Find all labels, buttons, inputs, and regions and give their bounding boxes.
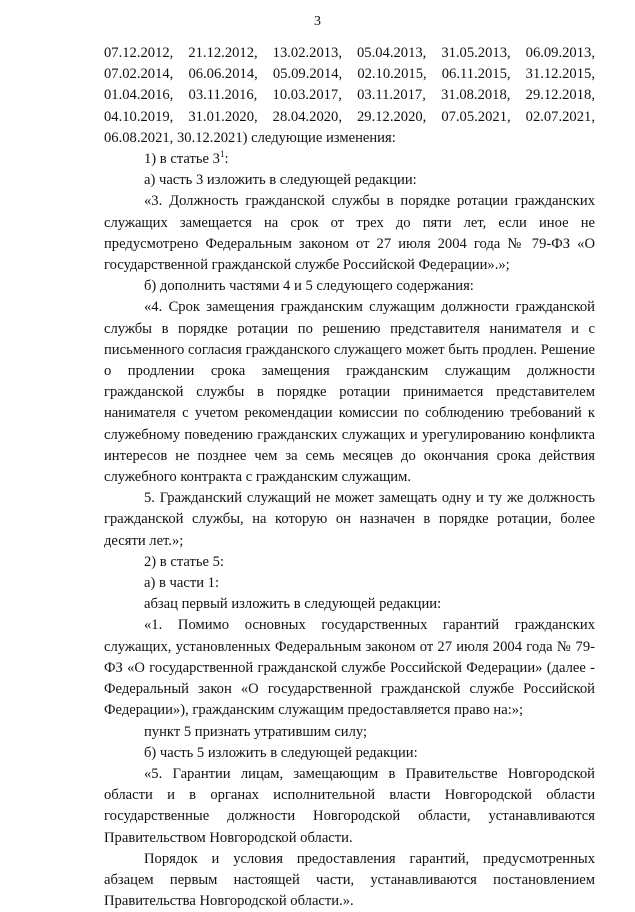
subitem-b-part5: б) часть 5 изложить в следующей редакции:: [144, 744, 418, 761]
date: 31.12.2015,: [525, 66, 595, 83]
date: 03.11.2016,: [188, 87, 258, 104]
date: 28.04.2020,: [272, 108, 342, 125]
date: 05.09.2014,: [272, 66, 343, 83]
date: 31.05.2013,: [441, 45, 511, 61]
date: 10.03.2017,: [272, 87, 342, 104]
date: 07.05.2021,: [441, 108, 511, 125]
part3-text: «3. Должность гражданской службы в порядке ротации гражданских служащих замещается на срок от трех до пяти лет, если иное не предусмотрено Федеральным законом от 27 июля 2004 года № 79-ФЗ «О государственной гражданской службе Российской Федерации».»;: [104, 193, 595, 274]
punkt5-repeal: пункт 5 признать утратившим силу;: [144, 723, 368, 740]
date: 04.10.2019,: [104, 108, 174, 125]
dates-row: [104, 107, 595, 128]
item-2-heading: 2) в статье 5:: [144, 553, 224, 570]
subitem-a-part3: а) часть 3 изложить в следующей редакции:: [144, 172, 417, 189]
page-number: 3: [314, 14, 321, 29]
item-1-text: 1) в статье 3: [144, 151, 220, 168]
date: 05.04.2013,: [356, 45, 427, 61]
date: 29.12.2020,: [356, 108, 427, 125]
date: 02.07.2021,: [525, 108, 595, 125]
item-1-superscript: 1: [219, 149, 225, 160]
part1-text: «1. Помимо основных государственных гарантий гражданских служащих, установленных Федеральным законом от 27 июля 2004 года № 79-ФЗ «О государственной гражданской службе Российской Федерации» (далее - Федеральный закон «О государственной гражданской службе Российской Федерации»), гражданским служащим предоставляется право на:»;: [104, 617, 595, 719]
abzac-first: абзац первый изложить в следующей редакции:: [144, 596, 442, 613]
date: 07.12.2012,: [104, 45, 174, 61]
date: 06.09.2013,: [525, 45, 595, 61]
dates-tail: 06.08.2021, 30.12.2021) следующие изменения:: [104, 129, 396, 146]
date: 07.02.2014,: [104, 66, 174, 83]
order-text: Порядок и условия предоставления гарантий, предусмотренных абзацем первым настоящей части, устанавливаются постановлением Правительства Новгородской области.».: [104, 850, 595, 910]
date: 29.12.2018,: [525, 87, 595, 104]
date: 06.11.2015,: [441, 66, 511, 83]
item-1-heading: [104, 149, 595, 170]
date: 13.02.2013,: [272, 45, 342, 61]
subitem-a-part1: а) в части 1:: [144, 575, 220, 592]
part5-text: 5. Гражданский служащий не может замещать одну и ту же должность гражданской службы, на которую он назначен в порядке ротации, более десяти лет.»;: [104, 490, 595, 549]
dates-row: [104, 43, 595, 64]
document-body: [104, 43, 595, 912]
date: 01.04.2016,: [104, 87, 174, 104]
date: 31.08.2018,: [441, 87, 511, 104]
date: 21.12.2012,: [188, 45, 258, 61]
item-1-colon: :: [224, 151, 229, 168]
dates-row: [104, 85, 595, 106]
part4-text: «4. Срок замещения гражданским служащим должности гражданской службы в порядке ротации по решению представителя нанимателя и с письменного согласия гражданского служащего может быть продлен. Решение о продлении срока замещения гражданским служащим должности гражданской службы в порядке ротации принимается представителем нанимателя с учетом рекомендации комиссии по соблюдению требований к служебному поведению гражданских служащих и урегулированию конфликта интересов не позднее чем за семь месяцев до окончания срока действия служебного контракта с гражданским служащим.: [104, 299, 595, 486]
date: 03.11.2017,: [357, 87, 426, 104]
subitem-b-add: б) дополнить частями 4 и 5 следующего содержания:: [144, 278, 474, 295]
dates-row: [104, 64, 595, 85]
date: 31.01.2020,: [188, 108, 258, 125]
date: 06.06.2014,: [188, 66, 258, 83]
date: 02.10.2015,: [357, 66, 427, 83]
part5-new-text: «5. Гарантии лицам, замещающим в Правительстве Новгородской области и в органах исполнительной власти Новгородской области государственные должности Новгородской области, устанавливаются Правительством Новгородской области.: [104, 765, 595, 846]
